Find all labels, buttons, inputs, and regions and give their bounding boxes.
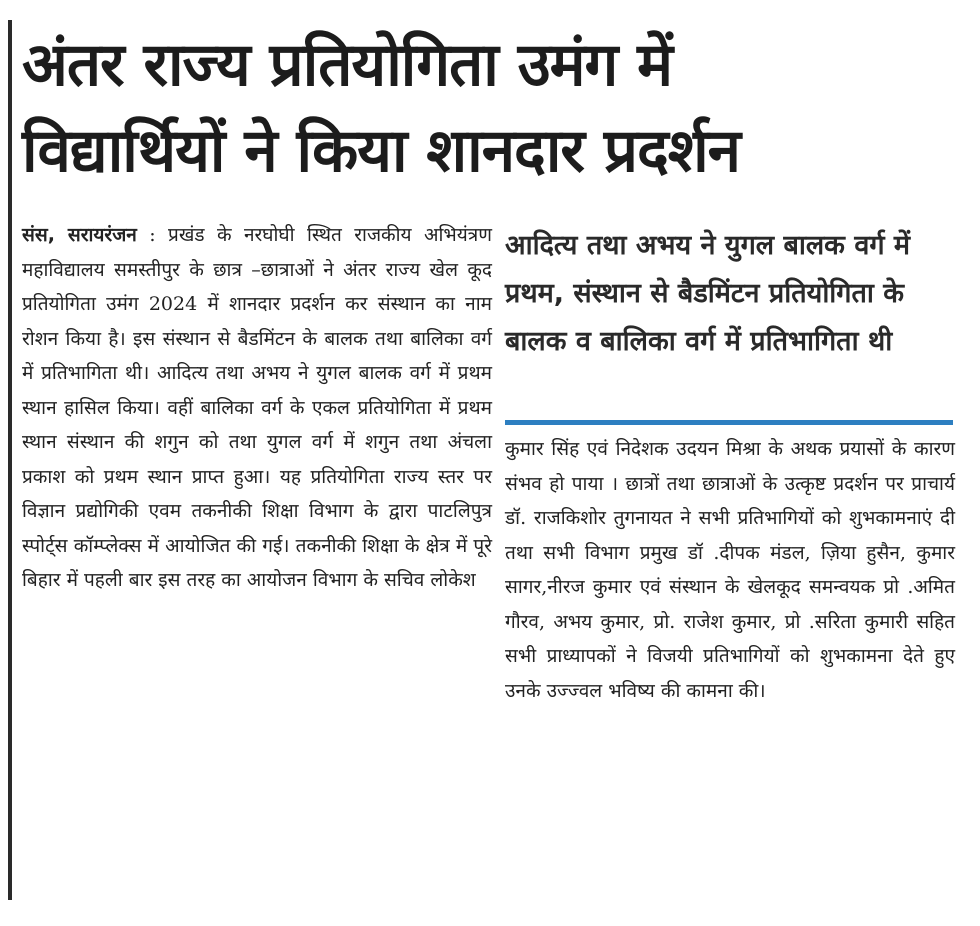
article-left-column [22,218,492,898]
pull-quote-divider [505,420,953,425]
pull-quote: आदित्य तथा अभय ने युगल बालक वर्ग में प्रथम, संस्थान से बैडमिंटन प्रतियोगिता के बालक व बालिका वर्ग में प्रतिभागिता थी [505,230,911,357]
left-column-paragraph [22,218,492,598]
left-column-body: : प्रखंड के नरघोघी स्थित राजकीय अभियंत्रण महाविद्यालय समस्तीपुर के छात्र –छात्राओं ने अंतर राज्य खेल कूद प्रतियोगिता उमंग 2024 में शानदार प्रदर्शन कर संस्थान का नाम रोशन किया है। इस संस्थान से बैडमिंटन के बालक तथा बालिका वर्ग में प्रतिभागिता थी। आदित्य तथा अभय ने युगल बालक वर्ग में प्रथम स्थान हासिल किया। वहीं बालिका वर्ग के एकल प्रतियोगिता में प्रथम स्थान संस्थान की शगुन को तथा युगल वर्ग में शगुन तथा अंचला प्रकाश को प्रथम स्थान प्राप्त हुआ। यह प्रतियोगिता राज्य स्तर पर विज्ञान प्रद्योगिकी एवम तकनीकी शिक्षा विभाग के द्वारा पाटलिपुत्र स्पोर्ट्स कॉम्प्लेक्स में आयोजित की गई। तकनीकी शिक्षा के क्षेत्र में पूरे बिहार में पहली बार इस तरह का आयोजन विभाग के सचिव लोकेश [22,224,493,591]
article-right-column [505,432,955,902]
headline-line-2: विद्यार्थियों ने किया शानदार प्रदर्शन [22,116,740,186]
headline [22,22,962,194]
left-border-rule [8,20,12,900]
right-column-body: कुमार सिंह एवं निदेशक उदयन मिश्रा के अथक प्रयासों के कारण संभव हो पाया । छात्रों तथा छात्राओं के उत्कृष्ट प्रदर्शन पर प्राचार्य डॉ. राजकिशोर तुगनायत ने सभी प्रतिभागियों को शुभकामनाएं दी तथा सभी विभाग प्रमुख डॉ .दीपक मंडल, ज़िया हुसैन, कुमार सागर,नीरज कुमार एवं संस्थान के खेलकूद समन्वयक प्रो .अमित गौरव, अभय कुमार, प्रो. राजेश कुमार, प्रो .सरिता कुमारी सहित सभी प्राध्यापकों ने विजयी प्रतिभागियों को शुभकामना देते हुए उनके उज्ज्वल भविष्य की कामना की। [505,438,955,702]
dateline: संस, सरायरंजन [22,224,137,246]
headline-line-1: अंतर राज्य प्रतियोगिता उमंग में [22,30,673,100]
